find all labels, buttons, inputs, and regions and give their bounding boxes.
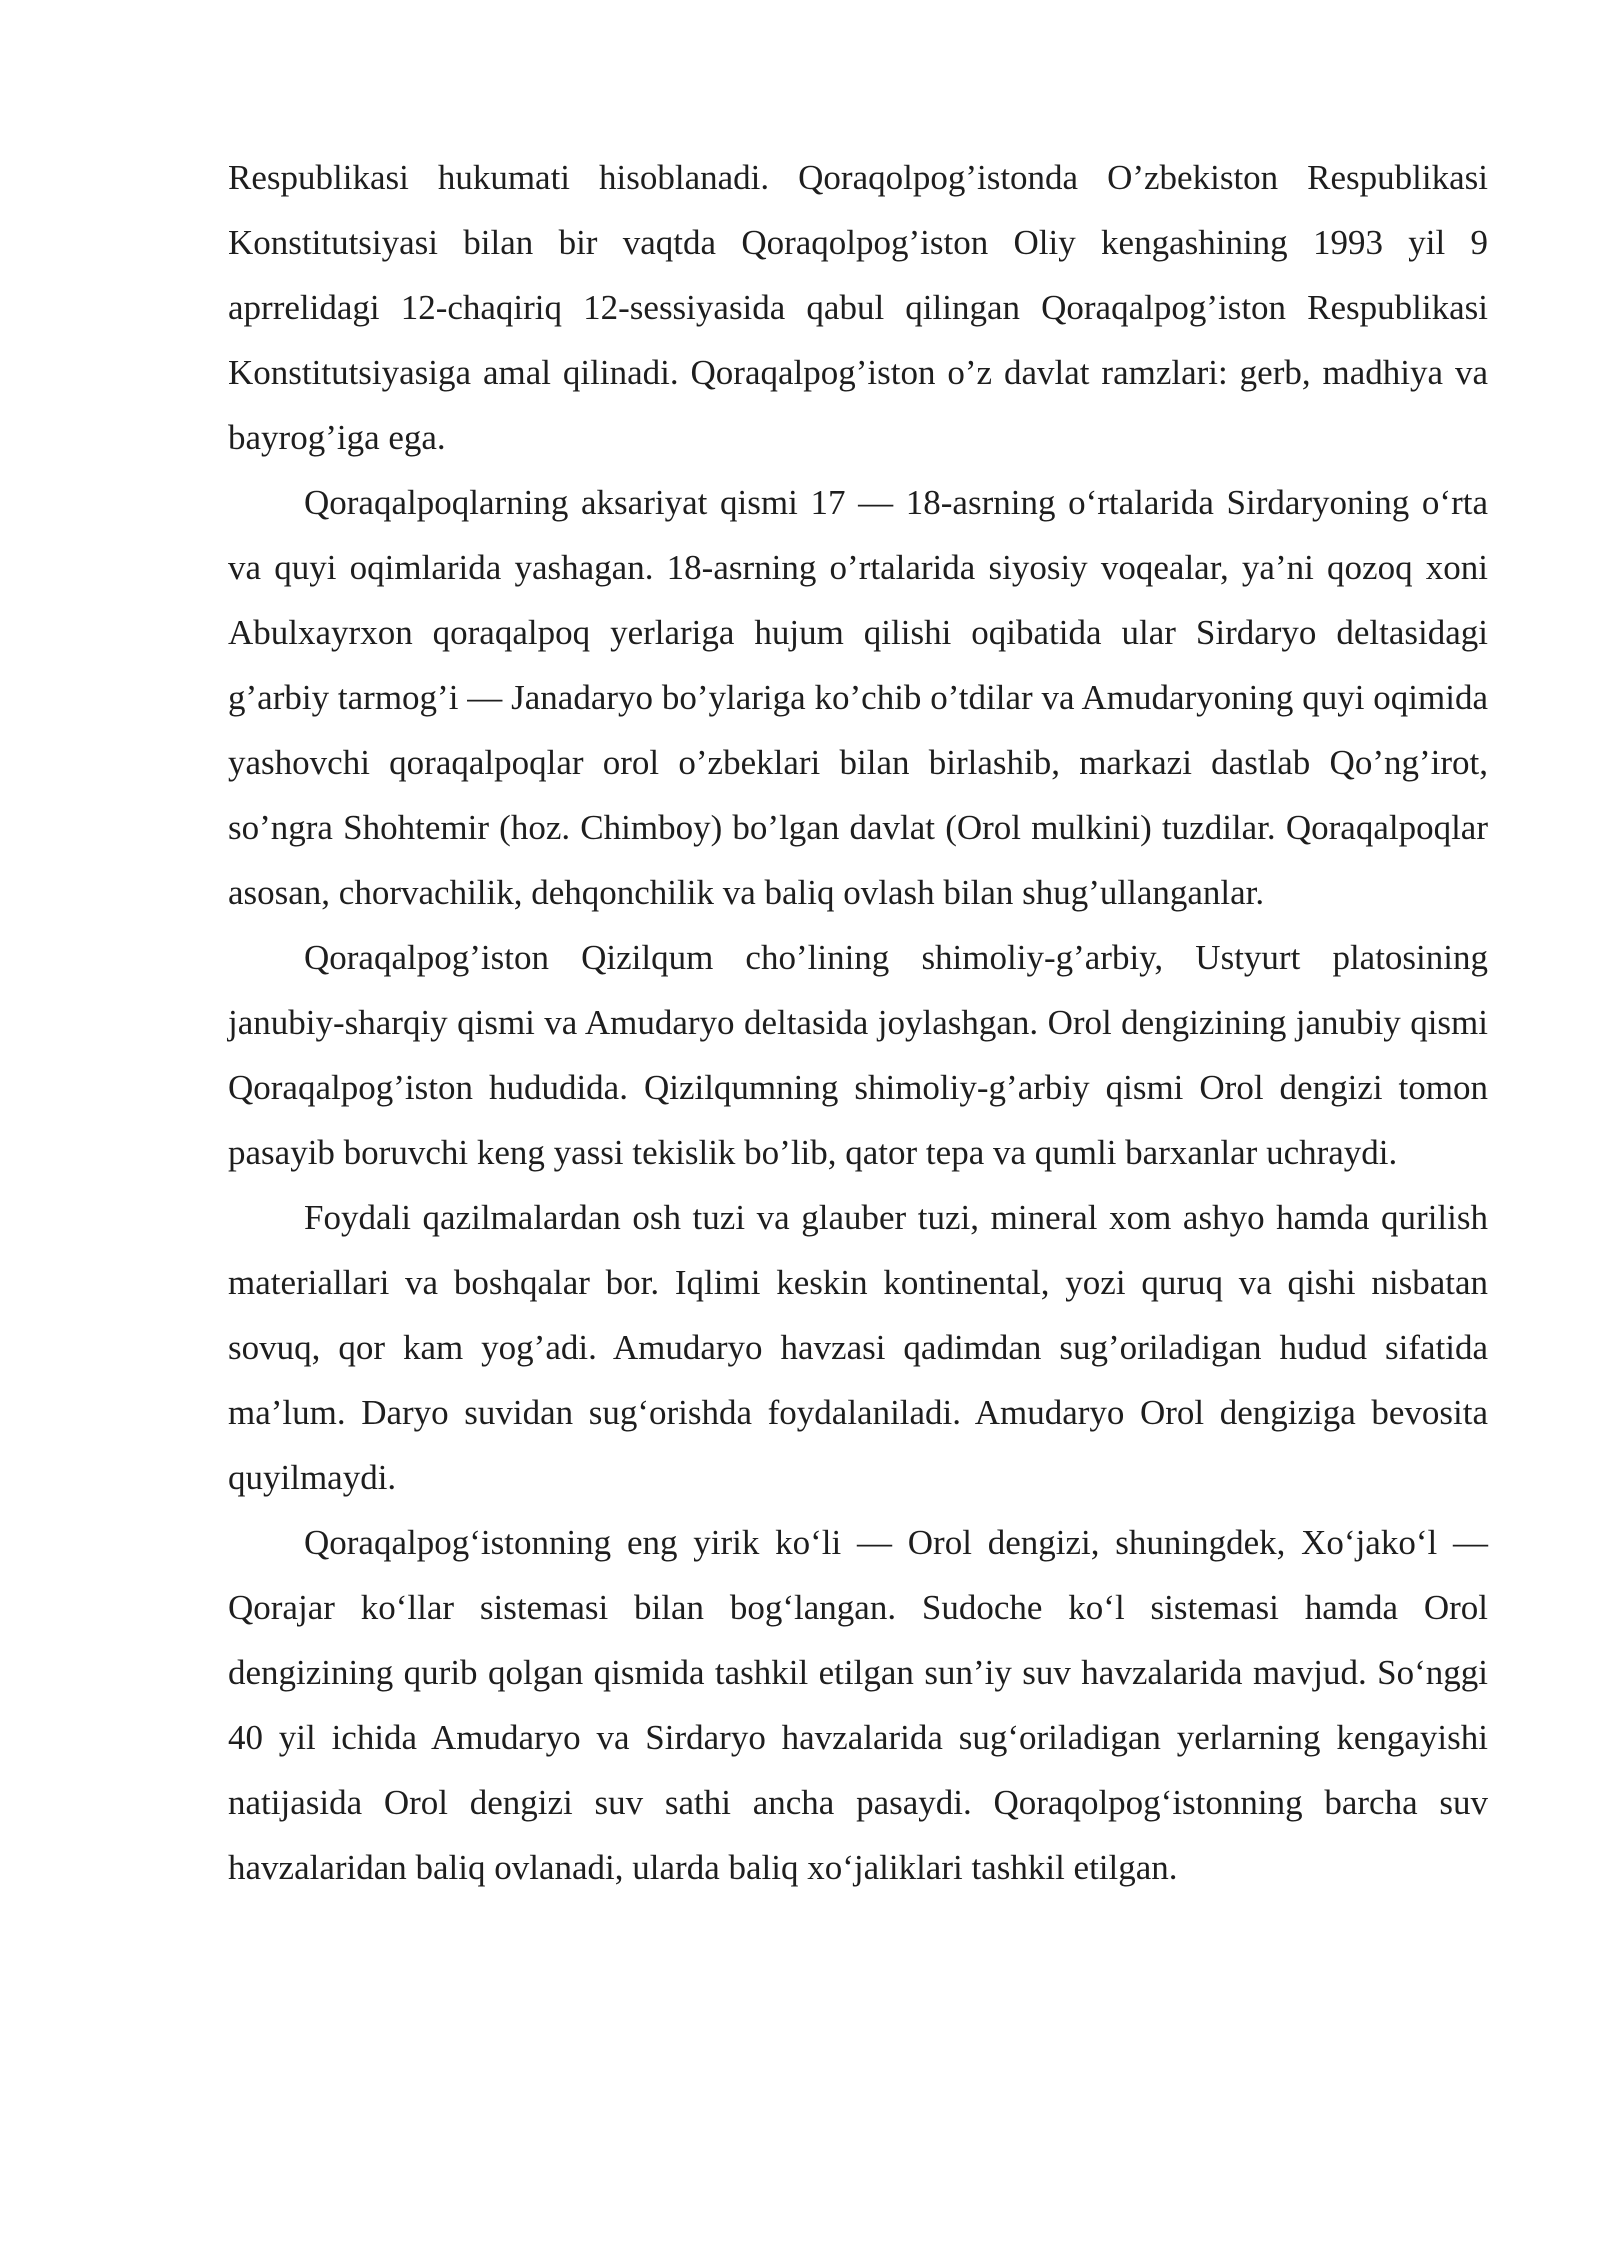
document-page xyxy=(228,145,1488,1900)
paragraph-2: Qoraqalpoqlarning aksariyat qismi 17 — 18-asrning o‘rtalarida Sirdaryoning o‘rta va quyi oqimlarida yashagan. 18-asrning o’rtalarida siyosiy voqealar, ya’ni qozoq xoni Abulxayrxon qoraqalpoq yerlariga hujum qilishi oqibatida ular Sirdaryo deltasidagi g’arbiy tarmog’i — Janadaryo bo’ylariga ko’chib o’tdilar va Amudaryoning quyi oqimida yashovchi qoraqalpoqlar orol o’zbeklari bilan birlashib, markazi dastlab Qo’ng’irot, so’ngra Shohtemir (hoz. Chimboy) bo’lgan davlat (Orol mulkini) tuzdilar. Qoraqalpoqlar asosan, chorvachilik, dehqonchilik va baliq ovlash bilan shug’ullanganlar. xyxy=(228,483,1488,912)
paragraph-5: Qoraqalpog‘istonning eng yirik ko‘li — Orol dengizi, shuningdek, Xo‘jako‘l — Qorajar ko‘llar sistemasi bilan bog‘langan. Sudoche ko‘l sistemasi hamda Orol dengizining qurib qolgan qismida tashkil etilgan sun’iy suv havzalarida mavjud. So‘nggi 40 yil ichida Amudaryo va Sirdaryo havzalarida sug‘oriladigan yerlarning kengayishi natijasida Orol dengizi suv sathi ancha pasaydi. Qoraqolpog‘istonning barcha suv havzalaridan baliq ovlanadi, ularda baliq xo‘jaliklari tashkil etilgan. xyxy=(228,1523,1488,1887)
paragraph-3: Qoraqalpog’iston Qizilqum cho’lining shimoliy-g’arbiy, Ustyurt platosining janubiy-sharqiy qismi va Amudaryo deltasida joylashgan. Orol dengizining janubiy qismi Qoraqalpog’iston hududida. Qizilqumning shimoliy-g’arbiy qismi Orol dengizi tomon pasayib boruvchi keng yassi tekislik bo’lib, qator tepa va qumli barxanlar uchraydi. xyxy=(228,938,1488,1172)
paragraph-1: Respublikasi hukumati hisoblanadi. Qoraqolpog’istonda O’zbekiston Respublikasi Konstitutsiyasi bilan bir vaqtda Qoraqolpog’iston Oliy kengashining 1993 yil 9 aprrelidagi 12-chaqiriq 12-sessiyasida qabul qilingan Qoraqalpog’iston Respublikasi Konstitutsiyasiga amal qilinadi. Qoraqalpog’iston o’z davlat ramzlari: gerb, madhiya va bayrog’iga ega. xyxy=(228,158,1488,457)
paragraph-4: Foydali qazilmalardan osh tuzi va glauber tuzi, mineral xom ashyo hamda qurilish materiallari va boshqalar bor. Iqlimi keskin kontinental, yozi quruq va qishi nisbatan sovuq, qor kam yog’adi. Amudaryo havzasi qadimdan sug’oriladigan hudud sifatida ma’lum. Daryo suvidan sug‘orishda foydalaniladi. Amudaryo Orol dengiziga bevosita quyilmaydi. xyxy=(228,1198,1488,1497)
